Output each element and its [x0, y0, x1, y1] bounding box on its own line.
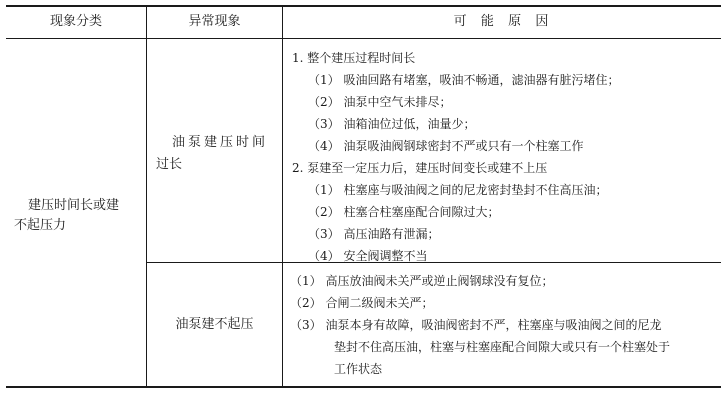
row1-cause-item: （1） 柱塞座与吸油阀之间的尼龙密封垫封不住高压油； — [308, 183, 608, 197]
row1-cause-heading-1: 1. 整个建压过程时间长 — [292, 51, 416, 65]
row2-cause-item: （2） 合闸二级阀未关严； — [290, 296, 434, 310]
category-cell — [14, 196, 142, 236]
row2-causes — [290, 270, 716, 380]
row2-cause-continuation: 工作状态 — [334, 362, 383, 376]
row1-cause-item: （4） 安全阀调整不当 — [308, 249, 428, 263]
column-divider-2 — [282, 6, 283, 387]
row1-cause-item: （4） 油泵吸油阀钢球密封不严或只有一个柱塞工作 — [308, 139, 584, 153]
row1-cause-item: （1） 吸油回路有堵塞，吸油不畅通，滤油器有脏污堵住； — [308, 73, 620, 87]
row1-symptom-line-2: 过长 — [156, 157, 183, 172]
row1-causes — [292, 47, 716, 267]
row2-cause-item: （1） 高压放油阀未关严或逆止阀钢球没有复位； — [290, 274, 554, 288]
row1-cause-item: （3） 高压油路有泄漏； — [308, 227, 440, 241]
row1-cause-item: （3） 油箱油位过低，油量少； — [308, 117, 476, 131]
table-top-rule — [6, 5, 721, 7]
category-line-1: 建压时间长或建 — [28, 198, 120, 213]
header-symptom: 异常现象 — [188, 14, 241, 29]
header-category: 现象分类 — [49, 14, 102, 29]
category-line-2: 不起压力 — [14, 218, 67, 233]
table-bottom-rule — [6, 386, 721, 388]
row2-symptom: 油泵建不起压 — [175, 317, 254, 332]
row1-symptom-line-1: 油泵建压时间 — [172, 135, 269, 150]
row2-cause-item: （3） 油泵本身有故障，吸油阀密封不严，柱塞座与吸油阀之间的尼龙 — [290, 318, 662, 332]
header-causes: 可 能 原 因 — [453, 14, 551, 29]
row1-cause-item: （2） 柱塞合柱塞座配合间隙过大； — [308, 205, 500, 219]
row1-cause-heading-2: 2. 泵建至一定压力后，建压时间变长或建不上压 — [292, 161, 548, 175]
row1-cause-item: （2） 油泵中空气未排尽； — [308, 95, 452, 109]
header-bottom-rule — [6, 38, 721, 39]
row1-symptom — [156, 132, 278, 176]
row2-cause-continuation: 垫封不住高压油，柱塞与柱塞座配合间隙大或只有一个柱塞处于 — [334, 340, 671, 354]
